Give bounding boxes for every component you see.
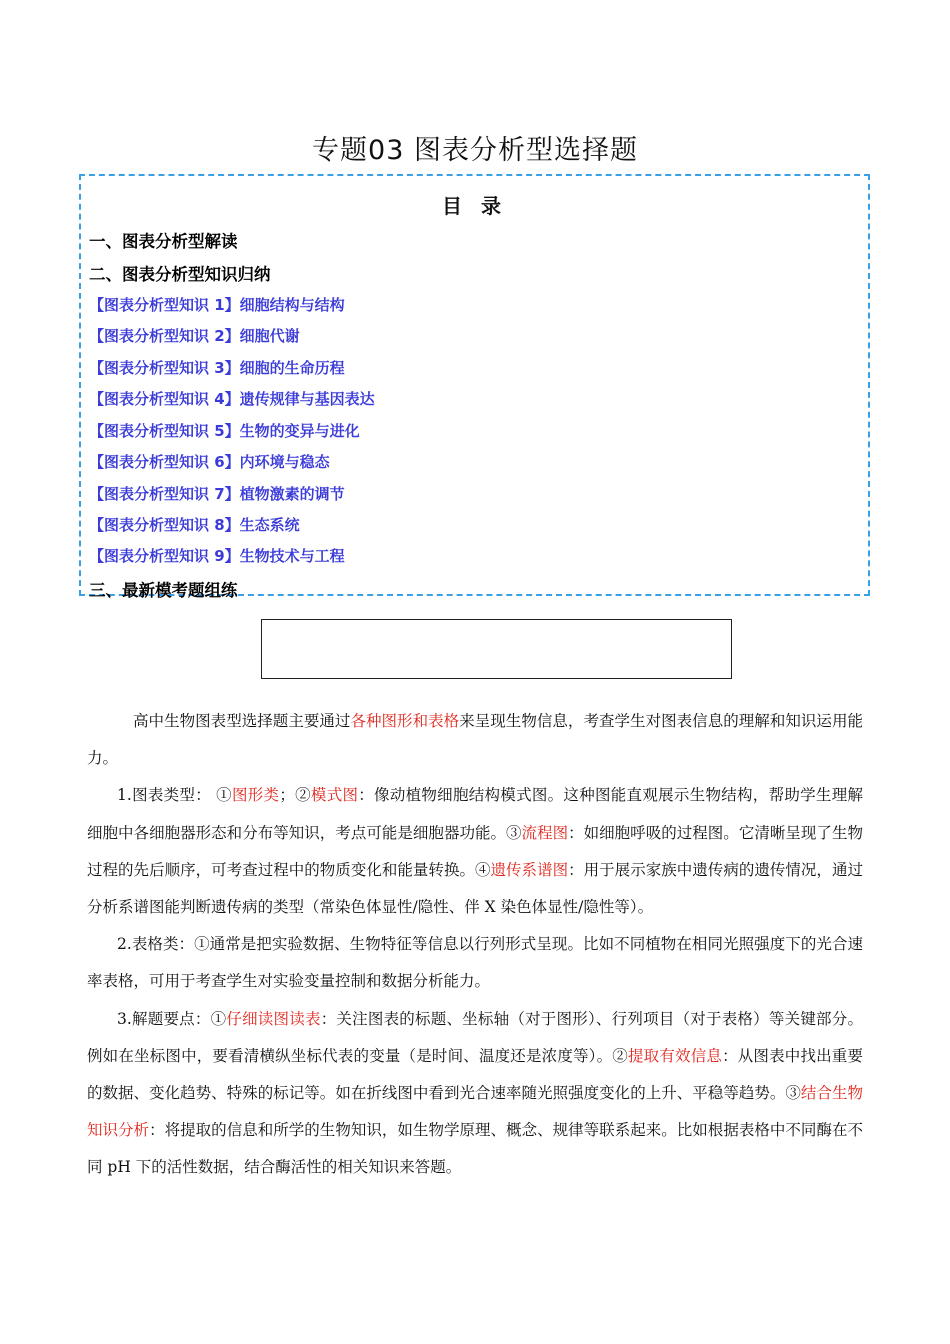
text-run: ：将提取的信息和所学的生物知识，如生物学原理、概念、规律等联系起来。比如根据表格中不同酶在不同 pH 下的活性数据，结合酶活性的相关知识来答题。: [87, 1121, 863, 1177]
text-run: ：关注图表的标题、坐标轴（对于图形）、行列项目（对于表格）等关键部分。例如在坐标图中，要看清横纵坐标代表的变量（是时间、温度还是浓度等）。②: [87, 1009, 863, 1065]
text-run: 3.解题要点：①: [117, 1009, 227, 1028]
text-run: ：如细胞呼吸的过程图。它清晰呈现了生物过程的先后顺序，可考查过程中的物质变化和能量转换。④: [87, 823, 863, 879]
text-run: 来呈现生物信息，考查学生对图表信息的理解和知识运用能力。: [87, 712, 863, 768]
text-run: 高中生物图表型选择题主要通过: [133, 712, 351, 730]
text-run: 2.表格类：①通常是把实验数据、生物特征等信息以行列形式呈现。比如不同植物在相同光照强度下的光合速率表格，可用于考查学生对实验变量控制和数据分析能力。: [87, 935, 863, 991]
toc-item-3[interactable]: 【图表分析型知识 3】细胞的生命历程: [89, 359, 345, 377]
toc-item-6[interactable]: 【图表分析型知识 6】内环境与稳态: [89, 453, 330, 471]
toc-item-2[interactable]: 【图表分析型知识 2】细胞代谢: [89, 327, 300, 345]
toc-item-5[interactable]: 【图表分析型知识 5】生物的变异与进化: [89, 422, 360, 440]
text-run: ：从图表中找出重要的数据、变化趋势、特殊的标记等。如在折线图中看到光合速率随光照强度变化的上升、平稳等趋势。③: [87, 1046, 863, 1103]
toc-item-7[interactable]: 【图表分析型知识 7】植物激素的调节: [89, 485, 345, 503]
intro-paragraph: [87, 703, 863, 777]
text-run: ；②: [279, 786, 311, 805]
highlight-text: 各种图形和表格: [350, 712, 460, 730]
body-text: [87, 703, 863, 1187]
highlight-text: 模式图: [310, 786, 359, 805]
text-run: 1.图表类型： ①: [117, 786, 232, 805]
toc-item-4[interactable]: 【图表分析型知识 4】遗传规律与基因表达: [89, 390, 375, 408]
page-title: 专题03 图表分析型选择题: [312, 135, 638, 166]
highlight-text: 仔细读图读表: [226, 1009, 321, 1028]
table-of-contents: [79, 174, 870, 600]
toc-item-8[interactable]: 【图表分析型知识 8】生态系统: [89, 516, 300, 534]
text-run: ：像动植物细胞结构模式图。这种图能直观展示生物结构，帮助学生理解细胞中各细胞器形态和分布等知识，考点可能是细胞器功能。③: [87, 786, 863, 842]
toc-item-9[interactable]: 【图表分析型知识 9】生物技术与工程: [89, 547, 345, 565]
highlight-text: 流程图: [521, 823, 569, 842]
toc-section-2[interactable]: 二、图表分析型知识归纳: [89, 265, 271, 284]
table-types-paragraph: [87, 926, 863, 1000]
toc-section-1[interactable]: 一、图表分析型解读: [89, 232, 238, 251]
highlight-text: 遗传系谱图: [490, 860, 569, 879]
chart-types-paragraph: [87, 777, 863, 926]
blank-frame: [261, 619, 732, 679]
toc-heading: 目 录: [442, 194, 507, 218]
toc-item-1[interactable]: 【图表分析型知识 1】细胞结构与结构: [89, 296, 345, 314]
text-run: ：用于展示家族中遗传病的遗传情况，通过分析系谱图能判断遗传病的类型（常染色体显性/隐性、伴 X 染色体显性/隐性等）。: [87, 860, 863, 917]
solving-tips-paragraph: [87, 1001, 863, 1187]
toc-section-3[interactable]: 三、最新模考题组练: [89, 581, 238, 600]
highlight-text: 提取有效信息: [627, 1046, 723, 1065]
highlight-text: 结合生物知识分析: [87, 1084, 863, 1140]
highlight-text: 图形类: [231, 786, 280, 805]
